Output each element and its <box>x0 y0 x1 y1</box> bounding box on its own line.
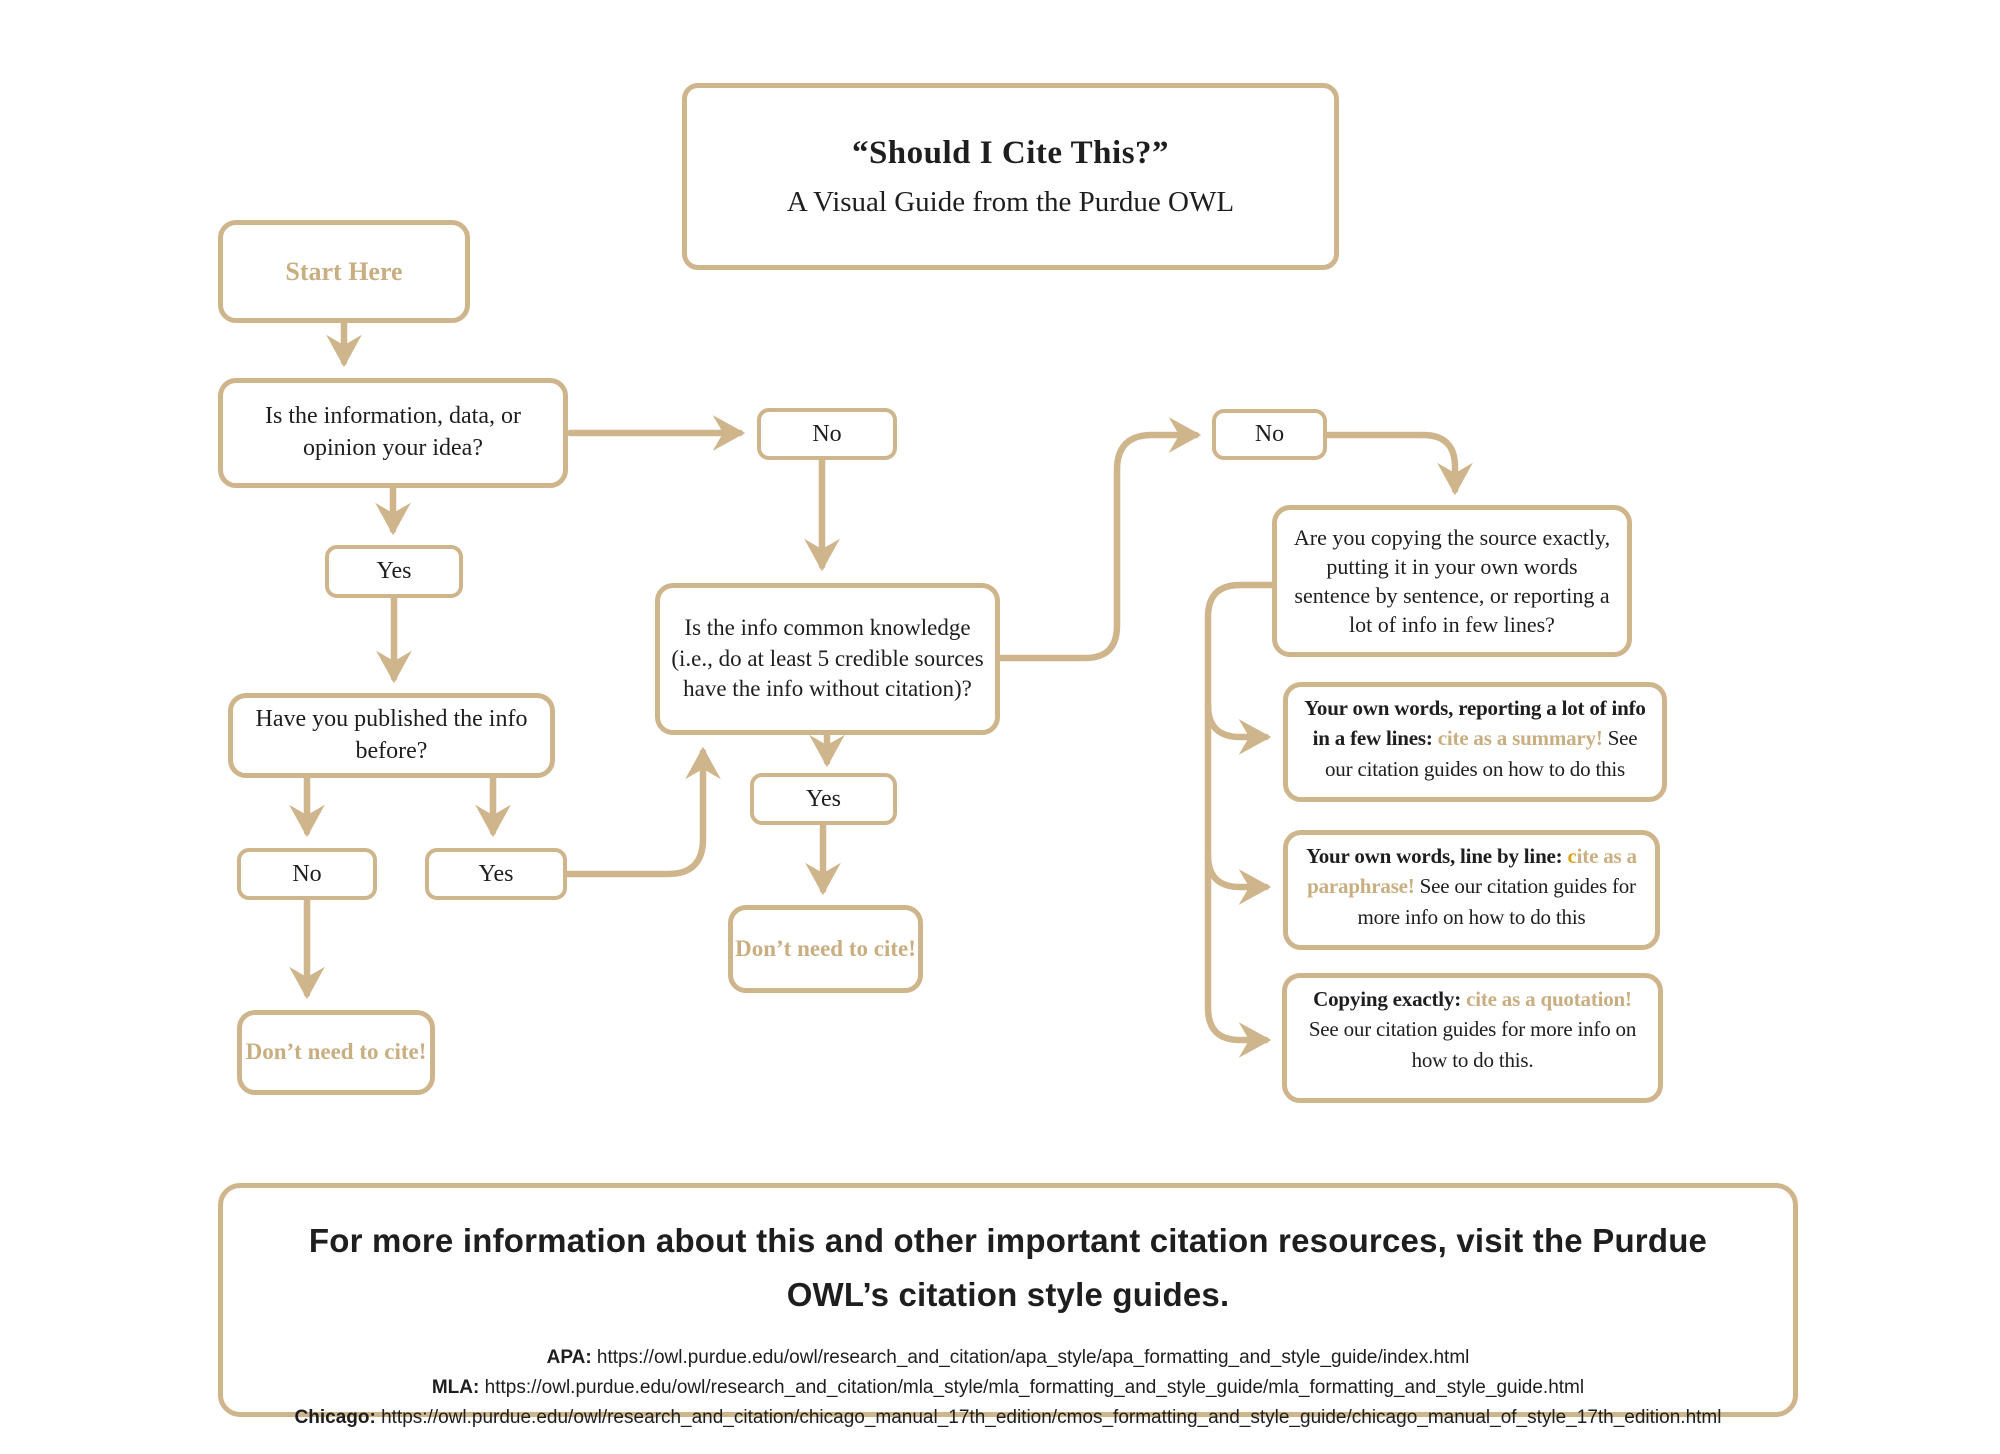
text-segment: cite as a summary! <box>1437 726 1608 751</box>
node-no-common <box>1212 409 1327 460</box>
node-start-here <box>218 220 470 323</box>
outcome-summary <box>1283 682 1667 802</box>
arrow-yes-published-to-q-common <box>567 752 703 874</box>
node-dont-cite-left-label: Don’t need to cite! <box>245 1039 427 1065</box>
resources-box <box>218 1183 1798 1428</box>
node-question-common <box>655 583 1000 735</box>
node-yes-idea <box>325 545 463 598</box>
node-question-copying-label: Are you copying the source exactly, putting it in your own words sentence by sentence, or reporting a lot of info in few lines? <box>1293 524 1611 638</box>
node-question-copying <box>1272 505 1632 657</box>
resource-link-mla <box>295 1373 1722 1403</box>
node-no-published-label: No <box>292 860 322 887</box>
node-no-idea <box>757 408 897 460</box>
text-segment: Copying exactly: <box>1313 987 1467 1011</box>
node-question-published <box>228 693 555 778</box>
node-yes-common-label: Yes <box>806 785 841 812</box>
text-segment: See our citation guides on how to do this <box>1325 726 1638 781</box>
node-yes-published <box>425 848 567 900</box>
outcome-quotation-text <box>1299 984 1646 1075</box>
text-segment: https://owl.purdue.edu/owl/research_and_citation/chicago_manual_17th_edition/cmos_formatting_and_style_guide/chicago_manual_of_style_17th_edition.html <box>381 1406 1722 1428</box>
text-segment: MLA: <box>431 1376 485 1398</box>
text-segment: cite as a quotation! <box>1466 987 1632 1011</box>
node-dont-cite-center-label: Don’t need to cite! <box>735 935 916 961</box>
text-segment: ite as a paraphrase! <box>1307 844 1637 899</box>
branch-trunk <box>1208 585 1272 1008</box>
node-yes-published-label: Yes <box>478 860 514 887</box>
text-segment: https://owl.purdue.edu/owl/research_and_citation/apa_style/apa_formatting_and_style_guide/index.html <box>596 1346 1470 1368</box>
text-segment: APA: <box>546 1346 597 1368</box>
resources-heading: For more information about this and other important citation resources, visit the Purdue OWL’s citation style guides. <box>308 1222 1708 1314</box>
node-question-idea-label: Is the information, data, or opinion your idea? <box>265 403 521 461</box>
outcome-paraphrase <box>1283 830 1660 950</box>
arrow-q-common-to-no-common <box>1000 435 1196 658</box>
arrow-branch-paraphrase <box>1208 855 1266 887</box>
text-segment: See our citation guides for more info on how to do this <box>1357 874 1636 929</box>
outcome-summary-text <box>1300 693 1650 784</box>
node-no-idea-label: No <box>812 420 842 447</box>
text-segment: Your own words, line by line: <box>1306 844 1568 868</box>
arrow-branch-summary <box>1208 705 1266 737</box>
node-dont-cite-center <box>728 905 923 993</box>
title-box <box>682 83 1339 270</box>
text-segment: See our citation guides for more info on how to do this. <box>1308 1017 1637 1072</box>
arrow-branch-quotation <box>1208 1008 1266 1040</box>
resource-link-apa <box>295 1343 1722 1373</box>
node-start-here-label: Start Here <box>285 256 403 286</box>
page-subtitle: A Visual Guide from the Purdue OWL <box>786 185 1235 218</box>
node-question-published-label: Have you published the info before? <box>255 705 528 764</box>
node-yes-idea-label: Yes <box>376 558 412 584</box>
outcome-paraphrase-text <box>1300 841 1643 932</box>
node-question-common-label: Is the info common knowledge (i.e., do at least 5 credible sources have the info without citation)? <box>671 615 984 702</box>
node-no-common-label: No <box>1254 421 1285 447</box>
text-segment: c <box>1567 844 1577 868</box>
text-segment: https://owl.purdue.edu/owl/research_and_citation/mla_style/mla_formatting_and_style_guide/mla_formatting_and_style_guide.html <box>484 1376 1585 1398</box>
resource-link-chicago <box>295 1403 1722 1433</box>
node-no-published <box>237 848 377 900</box>
node-question-idea <box>218 378 568 488</box>
text-segment: Your own words, reporting a lot of info in a few lines: <box>1304 696 1646 751</box>
node-dont-cite-left <box>237 1010 435 1095</box>
text-segment: Chicago: <box>294 1406 382 1428</box>
page-title: “Should I Cite This?” <box>851 134 1170 171</box>
arrow-no-common-to-q-copying <box>1327 435 1455 490</box>
resources-links <box>295 1343 1722 1433</box>
outcome-quotation <box>1282 973 1663 1103</box>
node-yes-common <box>750 773 897 825</box>
